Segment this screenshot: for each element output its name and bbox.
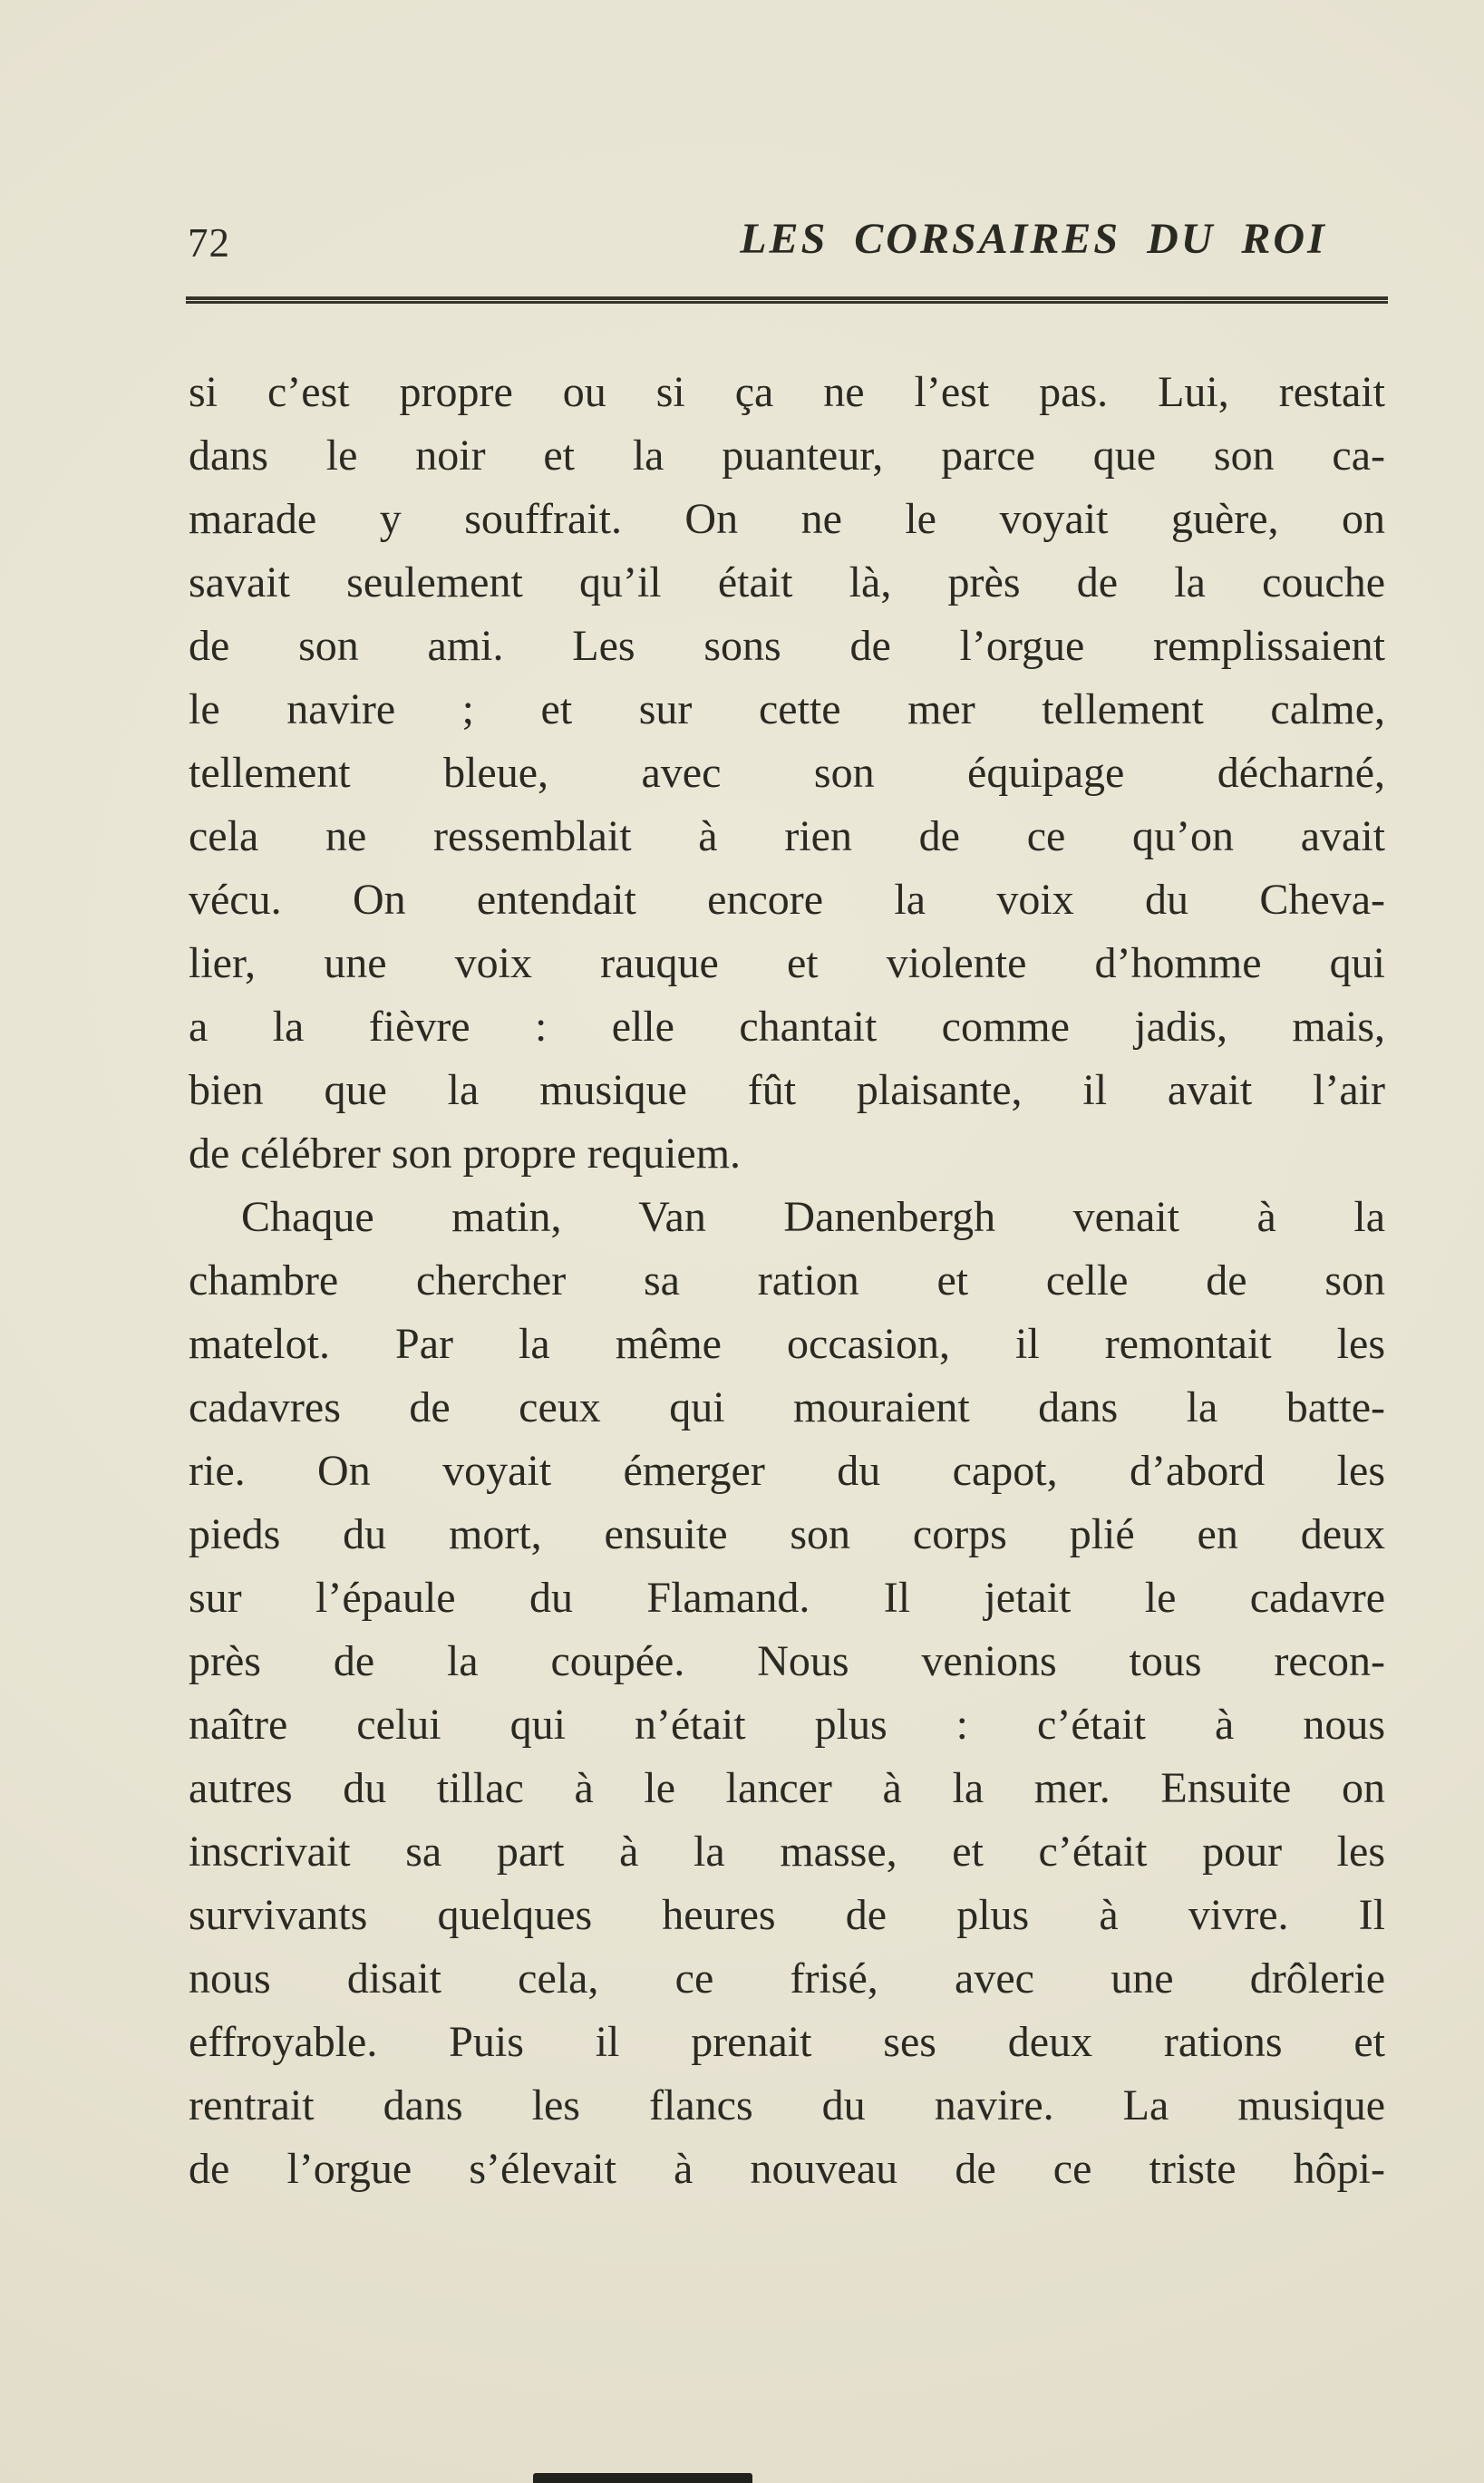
text-line: marade y souffrait. On ne le voyait guère, on — [189, 495, 1385, 543]
text-line: près de la coupée. Nous venions tous recon- — [189, 1637, 1385, 1685]
text-line: de l’orgue s’élevait à nouveau de ce triste hôpi- — [189, 2145, 1385, 2193]
text-line: sur l’épaule du Flamand. Il jetait le cadavre — [189, 1574, 1385, 1622]
text-line: chambre chercher sa ration et celle de son — [189, 1256, 1385, 1305]
text-line: tellement bleue, avec son équipage décharné, — [189, 749, 1385, 797]
page-header — [0, 214, 1484, 272]
text-line: survivants quelques heures de plus à vivre. Il — [189, 1891, 1385, 1939]
text-line: vécu. On entendait encore la voix du Cheva- — [189, 876, 1385, 924]
text-line: cadavres de ceux qui mouraient dans la batte- — [189, 1383, 1385, 1431]
scan-artifact — [533, 2473, 752, 2483]
body-text — [189, 361, 1385, 2201]
text-line: le navire ; et sur cette mer tellement calme, — [189, 685, 1385, 733]
header-rule — [186, 296, 1388, 304]
running-title: LES CORSAIRES DU ROI — [740, 215, 1327, 263]
text-line: inscrivait sa part à la masse, et c’était pour les — [189, 1828, 1385, 1876]
text-line: naître celui qui n’était plus : c’était à nous — [189, 1701, 1385, 1749]
text-line: savait seulement qu’il était là, près de la couche — [189, 558, 1385, 606]
text-line: dans le noir et la puanteur, parce que son ca- — [189, 432, 1385, 480]
paragraph — [189, 361, 1385, 1186]
text-line: rentrait dans les flancs du navire. La musique — [189, 2081, 1385, 2129]
text-line: de son ami. Les sons de l’orgue remplissaient — [189, 622, 1385, 670]
text-line: cela ne ressemblait à rien de ce qu’on avait — [189, 812, 1385, 860]
text-line: autres du tillac à le lancer à la mer. Ensuite on — [189, 1764, 1385, 1812]
text-line: rie. On voyait émerger du capot, d’abord les — [189, 1447, 1385, 1495]
text-line: Chaque matin, Van Danenbergh venait à la — [241, 1193, 1385, 1241]
text-line: nous disait cela, ce frisé, avec une drôlerie — [189, 1954, 1385, 2003]
text-line: matelot. Par la même occasion, il remontait les — [189, 1320, 1385, 1368]
text-line: lier, une voix rauque et violente d’homme qui — [189, 939, 1385, 987]
text-line: pieds du mort, ensuite son corps plié en deux — [189, 1510, 1385, 1558]
text-line: bien que la musique fût plaisante, il avait l’air — [189, 1066, 1385, 1114]
text-line: de célébrer son propre requiem. — [189, 1130, 742, 1178]
text-line: si c’est propre ou si ça ne l’est pas. Lui, restait — [189, 368, 1385, 416]
paragraph — [189, 1186, 1385, 2201]
page-number: 72 — [188, 220, 230, 266]
text-line: effroyable. Puis il prenait ses deux rations et — [189, 2018, 1385, 2066]
text-line: a la fièvre : elle chantait comme jadis, mais, — [189, 1003, 1385, 1051]
